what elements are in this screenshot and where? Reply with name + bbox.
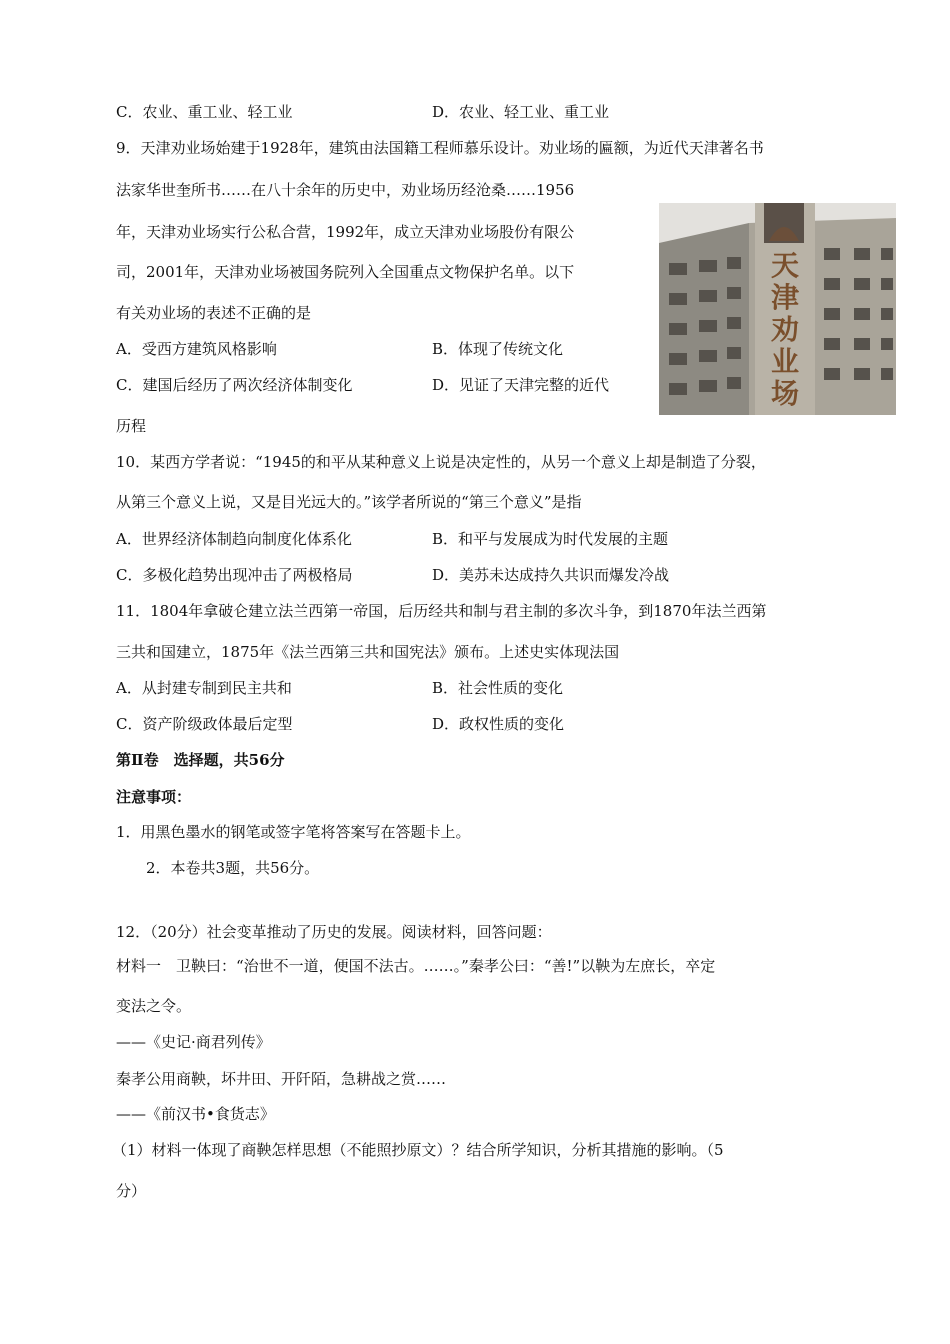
section-2-title: 第Ⅱ卷 选择题，共56分 [116,751,285,769]
q11-stem-line-1: 11．1804年拿破仑建立法兰西第一帝国，后历经共和制与君主制的多次斗争，到1870年法兰西第 [116,602,767,620]
q9-option-c: C．建国后经历了两次经济体制变化 [116,376,353,394]
notice-title: 注意事项： [116,788,192,806]
q8-option-d: D．农业、轻工业、重工业 [432,103,610,121]
svg-text:场: 场 [770,377,800,410]
q12-stem: 12．（20分）社会变革推动了历史的发展。阅读材料，回答问题： [116,923,552,941]
building-illustration [659,203,896,415]
q10-option-a: A．世界经济体制趋向制度化体系化 [116,530,352,548]
q9-stem-line-5: 有关劝业场的表述不正确的是 [116,304,312,322]
q9-option-d-continued: 历程 [116,417,147,435]
q10-option-c: C．多极化趋势出现冲击了两极格局 [116,566,353,584]
q9-stem-line-2: 法家华世奎所书……在八十余年的历史中，劝业场历经沧桑……1956 [116,181,575,199]
q11-option-b: B．社会性质的变化 [432,679,564,697]
q12-material-1b: 秦孝公用商鞅，坏井田、开阡陌，急耕战之赏…… [116,1070,447,1088]
q8-option-c: C．农业、重工业、轻工业 [116,103,293,121]
q10-stem-line-2: 从第三个意义上说，又是目光远大的。”该学者所说的“第三个意义”是指 [116,493,582,511]
q9-option-a: A．受西方建筑风格影响 [116,340,277,358]
q11-option-d: D．政权性质的变化 [432,715,565,733]
q9-stem-line-4: 司，2001年，天津劝业场被国务院列入全国重点文物保护名单。以下 [116,263,575,281]
svg-text:天: 天 [770,249,800,282]
q10-option-d: D．美苏未达成持久共识而爆发冷战 [432,566,670,584]
q9-option-b: B．体现了传统文化 [432,340,564,358]
q12-material-1-line-1: 材料一 卫鞅曰：“治世不一道，便国不法古。……。”秦孝公曰：“善!”以鞅为左庶长，卒定 [116,957,716,975]
q10-option-b: B．和平与发展成为时代发展的主题 [432,530,669,548]
q9-stem-line-1: 9．天津劝业场始建于1928年，建筑由法国籍工程师慕乐设计。劝业场的匾额，为近代天津著名书 [116,139,764,157]
notice-item-1: 1．用黑色墨水的钢笔或签字笔将答案写在答题卡上。 [116,823,471,841]
q12-material-1-line-2: 变法之令。 [116,997,192,1015]
svg-text:业: 业 [770,345,800,378]
svg-text:津: 津 [770,281,800,314]
q12-source-1: ——《史记·商君列传》 [116,1033,271,1051]
q11-option-a: A．从封建专制到民主共和 [116,679,292,697]
q12-source-2: ——《前汉书•食货志》 [116,1105,275,1123]
svg-text:劝: 劝 [770,313,800,346]
q9-stem-line-3: 年，天津劝业场实行公私合营，1992年，成立天津劝业场股份有限公 [116,223,575,241]
q10-stem-line-1: 10．某西方学者说：“1945的和平从某种意义上说是决定性的，从另一个意义上却是制造了分裂， [116,453,766,471]
quanyechang-building-photo [659,203,896,415]
q11-option-c: C．资产阶级政体最后定型 [116,715,293,733]
notice-item-2: 2．本卷共3题，共56分。 [146,859,320,877]
q12-question-1-line-1: （1）材料一体现了商鞅怎样思想（不能照抄原文）？结合所学知识，分析其措施的影响。（5 [112,1141,724,1159]
q12-question-1-line-2: 分） [116,1182,147,1200]
q11-stem-line-2: 三共和国建立，1875年《法兰西第三共和国宪法》颁布。上述史实体现法国 [116,643,620,661]
q9-option-d: D．见证了天津完整的近代 [432,376,610,394]
